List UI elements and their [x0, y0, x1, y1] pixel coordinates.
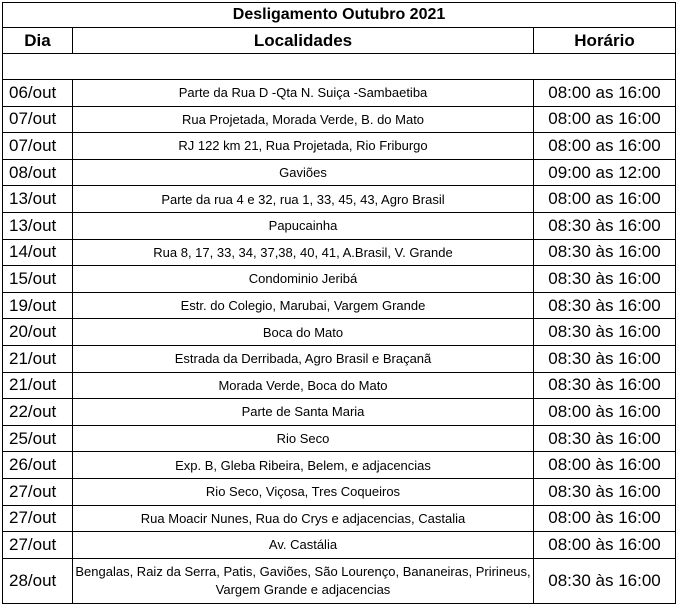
time-cell: 08:00 às 16:00 [534, 399, 676, 426]
day-cell: 27/out [3, 478, 73, 505]
time-cell: 08:00 as 16:00 [534, 80, 676, 107]
table-row [3, 133, 676, 160]
location-cell: Exp. B, Gleba Ribeira, Belem, e adjacencias [73, 452, 534, 479]
table-row [3, 319, 676, 346]
time-cell: 08:30 às 16:00 [534, 292, 676, 319]
day-cell: 14/out [3, 239, 73, 266]
time-cell: 08:30 às 16:00 [534, 239, 676, 266]
day-cell: 06/out [3, 80, 73, 107]
day-cell: 07/out [3, 106, 73, 133]
location-cell: Estrada da Derribada, Agro Brasil e Braçanã [73, 345, 534, 372]
location-cell: Rio Seco [73, 425, 534, 452]
day-cell: 15/out [3, 266, 73, 293]
time-cell: 08:30 às 16:00 [534, 425, 676, 452]
day-cell: 22/out [3, 399, 73, 426]
table-row [3, 505, 676, 532]
location-cell: Parte da Rua D -Qta N. Suiça -Sambaetiba [73, 80, 534, 107]
table-row [3, 106, 676, 133]
header-horario: Horário [534, 28, 676, 54]
time-cell: 08:30 às 16:00 [534, 558, 676, 603]
header-row [3, 28, 676, 54]
time-cell: 08:30 às 16:00 [534, 212, 676, 239]
location-cell: Papucainha [73, 212, 534, 239]
day-cell: 28/out [3, 558, 73, 603]
location-cell: Rua Projetada, Morada Verde, B. do Mato [73, 106, 534, 133]
time-cell: 08:00 as 16:00 [534, 133, 676, 160]
time-cell: 08:30 às 16:00 [534, 319, 676, 346]
table-row [3, 345, 676, 372]
table-row [3, 239, 676, 266]
location-cell: Rio Seco, Viçosa, Tres Coqueiros [73, 478, 534, 505]
title-row [3, 3, 676, 28]
location-cell: Estr. do Colegio, Marubai, Vargem Grande [73, 292, 534, 319]
table-row [3, 558, 676, 603]
time-cell: 08:30 às 16:00 [534, 345, 676, 372]
table-row [3, 425, 676, 452]
time-cell: 09:00 as 12:00 [534, 159, 676, 186]
time-cell: 08:00 às 16:00 [534, 505, 676, 532]
day-cell: 26/out [3, 452, 73, 479]
table-row [3, 80, 676, 107]
day-cell: 25/out [3, 425, 73, 452]
location-cell: Parte de Santa Maria [73, 399, 534, 426]
table-row [3, 266, 676, 293]
table-row [3, 159, 676, 186]
day-cell: 20/out [3, 319, 73, 346]
time-cell: 08:30 às 16:00 [534, 372, 676, 399]
time-cell: 08:00 as 16:00 [534, 106, 676, 133]
day-cell: 07/out [3, 133, 73, 160]
location-cell: Bengalas, Raiz da Serra, Patis, Gaviões, São Lourenço, Bananeiras, Pririneus, Vargem Grande e adjacencias [73, 558, 534, 603]
day-cell: 19/out [3, 292, 73, 319]
table-row [3, 186, 676, 213]
day-cell: 27/out [3, 505, 73, 532]
blank-row [3, 54, 676, 80]
location-cell: Morada Verde, Boca do Mato [73, 372, 534, 399]
location-cell: Av. Castália [73, 532, 534, 559]
day-cell: 08/out [3, 159, 73, 186]
table-row [3, 212, 676, 239]
day-cell: 13/out [3, 212, 73, 239]
time-cell: 08:00 às 16:00 [534, 452, 676, 479]
location-cell: Gaviões [73, 159, 534, 186]
table-row [3, 478, 676, 505]
location-cell: Condominio Jeribá [73, 266, 534, 293]
table-row [3, 532, 676, 559]
table-row [3, 372, 676, 399]
location-cell: Rua 8, 17, 33, 34, 37,38, 40, 41, A.Brasil, V. Grande [73, 239, 534, 266]
header-localidades: Localidades [73, 28, 534, 54]
location-cell: Boca do Mato [73, 319, 534, 346]
table-row [3, 399, 676, 426]
day-cell: 27/out [3, 532, 73, 559]
time-cell: 08:30 às 16:00 [534, 478, 676, 505]
header-dia: Dia [3, 28, 73, 54]
table-title: Desligamento Outubro 2021 [3, 3, 676, 28]
location-cell: Rua Moacir Nunes, Rua do Crys e adjacencias, Castalia [73, 505, 534, 532]
time-cell: 08:00 às 16:00 [534, 532, 676, 559]
table-row [3, 292, 676, 319]
day-cell: 21/out [3, 345, 73, 372]
schedule-table [2, 2, 676, 604]
day-cell: 21/out [3, 372, 73, 399]
day-cell: 13/out [3, 186, 73, 213]
time-cell: 08:30 às 16:00 [534, 266, 676, 293]
location-cell: Parte da rua 4 e 32, rua 1, 33, 45, 43, Agro Brasil [73, 186, 534, 213]
blank-cell [3, 54, 676, 80]
location-cell: RJ 122 km 21, Rua Projetada, Rio Friburgo [73, 133, 534, 160]
table-row [3, 452, 676, 479]
time-cell: 08:00 as 16:00 [534, 186, 676, 213]
